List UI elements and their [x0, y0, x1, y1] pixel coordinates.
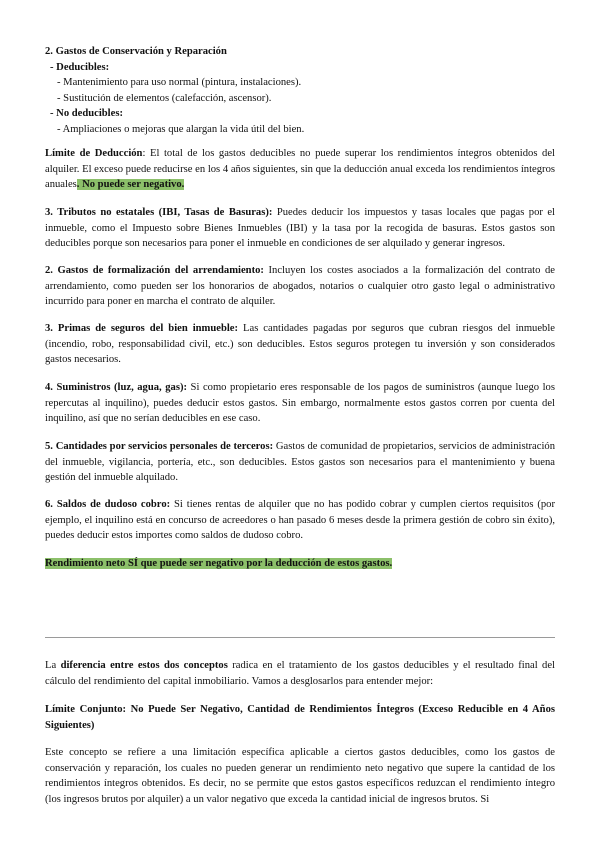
- paragraph-label: diferencia entre estos dos conceptos: [60, 660, 228, 671]
- paragraph-text: Si tienes rentas de alquiler que no has podido cobrar y cumplen ciertos requisitos (por ejemplo, el inquilino está en concurso de acreedores o han pasado 6 meses desde la primera gestión de cobro sin éxito), puedes deducir estos importes como saldos de dudoso cobro.: [45, 499, 555, 541]
- list-item: - Mantenimiento para uso normal (pintura, instalaciones).: [57, 77, 302, 88]
- paragraph-text: Este concepto se refiere a una limitación específica aplicable a ciertos gastos deducibles, como los gastos de conservación y reparación, los cuales no pueden generar un rendimiento neto negativo que supere la cantidad de los rendimientos íntegros obtenidos. Es decir, no se permite que estos gastos específicos reduzcan el rendimiento íntegro (los ingresos brutos por alquiler) a un valor negativo que exceda la cantidad inicial de ingresos brutos. Si: [45, 747, 555, 805]
- paragraph-label: 3. Tributos no estatales (IBI, Tasas de Basuras):: [45, 207, 273, 218]
- paragraph-text: : El total de los gastos deducibles no puede superar los rendimientos íntegros obtenidos del alquiler. El exceso puede reducirse en los 4 años siguientes, sin que la deducción anual exceda los rendimientos íntegros anuales: [45, 148, 555, 190]
- paragraph-seguros: [45, 321, 555, 368]
- paragraph-dudoso-cobro: [45, 497, 555, 544]
- paragraph-label: 4. Suministros (luz, agua, gas):: [45, 382, 188, 393]
- list-item: - Ampliaciones o mejoras que alargan la vida útil del bien.: [57, 123, 305, 135]
- paragraph-text: radica en el tratamiento de los gastos deducibles y el resultado final del cálculo del rendimiento del capital inmobiliario. Vamos a desglosarlos para entender mejor:: [45, 660, 555, 687]
- highlighted-text: . No puede ser negativo.: [76, 179, 185, 190]
- paragraph-concepto: [45, 745, 555, 807]
- paragraph-tributos: [45, 205, 555, 252]
- paragraph-text: Incluyen los costes asociados a la formalización del contrato de arrendamiento, como pueden ser los honorarios de abogados, notarios o cualquier otro gasto legal o administrativo incurrido para poner en marcha el contrato de alquiler.: [45, 265, 555, 307]
- section-heading: 2. Gastos de Conservación y Reparación: [45, 46, 227, 57]
- deducibles-label: - Deducibles:: [50, 61, 110, 73]
- paragraph-label: Límite de Deducción: [45, 148, 143, 159]
- paragraph-label: 3. Primas de seguros del bien inmueble:: [45, 323, 239, 334]
- horizontal-divider: [45, 637, 555, 638]
- paragraph-limite-deduccion: [45, 146, 555, 193]
- subheading-limite-conjunto: [45, 702, 555, 733]
- paragraph-servicios: [45, 439, 555, 486]
- paragraph-label: 6. Saldos de dudoso cobro:: [45, 499, 171, 510]
- paragraph-text: Puedes deducir los impuestos y tasas locales que pagas por el inmueble, como el Impuesto sobre Bienes Inmuebles (IBI) y la tasa por la recogida de basuras. Estos gastos son deducibles porque son necesarios para poner el inmueble en condiciones de ser alquilado y generar ingresos.: [45, 207, 555, 249]
- subheading-text: Límite Conjunto: No Puede Ser Negativo, Cantidad de Rendimientos Íntegros (Exceso Reducible en 4 Años Siguientes): [45, 704, 555, 731]
- paragraph-text: Gastos de comunidad de propietarios, servicios de administración del inmueble, vigilancia, portería, etc., son deducibles. Estos gastos son necesarios para el mantenimiento y buena gestión del inmueble alquilado.: [45, 441, 555, 483]
- paragraph-label: 5. Cantidades por servicios personales de terceros:: [45, 441, 274, 452]
- paragraph-label: 2. Gastos de formalización del arrendamiento:: [45, 265, 264, 276]
- paragraph-text: La: [45, 660, 61, 671]
- no-deducibles-label: - No deducibles:: [50, 108, 123, 119]
- list-item: - Sustitución de elementos (calefacción, ascensor).: [57, 92, 272, 104]
- paragraph-text: Las cantidades pagadas por seguros que cubran riesgos del inmueble (incendio, robo, responsabilidad civil, etc.) son deducibles. Estos seguros protegen tu inversión y son considerados gastos necesarios.: [45, 323, 555, 365]
- paragraph-formalizacion: [45, 263, 555, 310]
- highlighted-text: Rendimiento neto SÍ que puede ser negativo por la deducción de estos gastos.: [45, 558, 393, 569]
- paragraph-rendimiento-neto: [45, 556, 555, 572]
- section-conservacion: [45, 44, 555, 137]
- paragraph-suministros: [45, 380, 555, 427]
- paragraph-text: Si como propietario eres responsable de los pagos de suministros (aunque luego los repercutas al inquilino), puedes deducir estos gastos. Sin embargo, normalmente estos gastos corren por cuenta del inquilino, así que no serían deducibles en ese caso.: [45, 382, 555, 424]
- paragraph-diferencia: [45, 658, 555, 689]
